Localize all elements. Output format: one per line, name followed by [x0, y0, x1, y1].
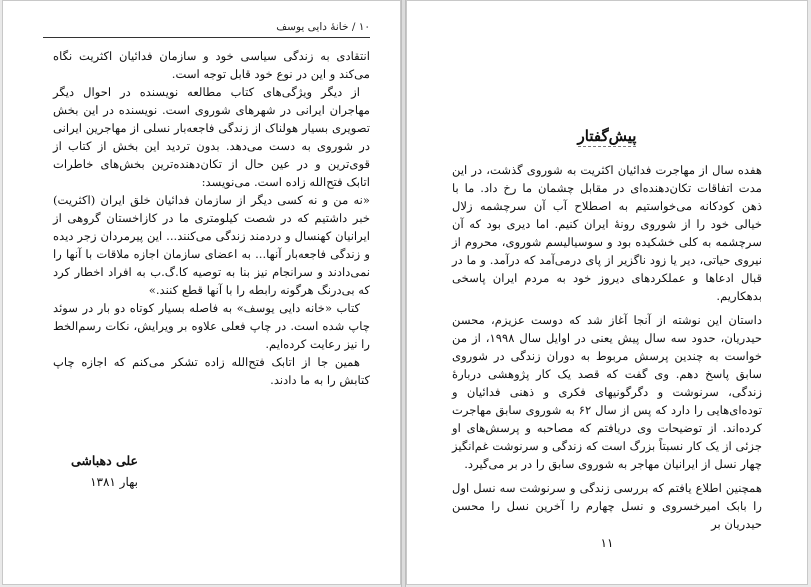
right-page	[406, 0, 808, 585]
signature-date: بهار ۱۳۸۱	[90, 475, 138, 489]
page-title	[407, 127, 807, 145]
running-header: ۱۰ / خانهٔ دایی یوسف	[276, 21, 370, 33]
left-page	[2, 0, 401, 585]
paragraph: انتقادی به زندگی سیاسی خود و سازمان فدائیان اکثریت نگاه می‌کند و این در نوع خود قابل توجه است.	[53, 49, 370, 81]
paragraph: از دیگر ویژگی‌های کتاب مطالعه نویسنده در احوال دیگر مهاجران ایرانی در شهرهای شوروی است. نویسنده در این بخش تصویری بسیار هولناک از زندگی فاجعه‌بار نسلی از مهاجرین ایرانی در شوروی به دست می‌دهد. بدون تردید این بخش از کتاب از قوی‌ترین و در عین حال از تکان‌دهنده‌ترین بخش‌های خاطرات اتابک فتح‌الله زاده است. می‌نویسد:	[53, 85, 370, 189]
quote-paragraph: «نه من و نه کسی دیگر از سازمان فدائیان خلق ایران (اکثریت) خبر داشتیم که در شصت کیلومتری ما در کازاخستان گروهی از ایرانیان کهنسال و دردمند زندگی می‌کنند... این پیرمردان زجر دیده و زندگی فاجعه‌بار آنها... به اعضای سازمان اجازه ملاقات با آنها را نمی‌دادند و سرانجام نیز بنا به توصیه کا.گ.ب به افراد اخطار کرد که بی‌درنگ هرگونه رابطه را با آنها قطع کنند.»	[53, 193, 370, 297]
paragraph: همچنین اطلاع یافتم که بررسی زندگی و سرنوشت سه نسل اول را بابک امیرخسروی و نسل چهارم را آخرین نسل را محسن حیدریان بر	[452, 481, 762, 531]
paragraph: همین جا از اتابک فتح‌الله زاده تشکر می‌کنم که اجازه چاپ کتابش را به ما دادند.	[53, 355, 370, 387]
title-text: پیش‌گفتار	[577, 127, 637, 145]
left-page-body	[53, 47, 370, 389]
paragraph: هفده سال از مهاجرت فدائیان اکثریت به شوروی گذشت، در این مدت اتفاقات تکان‌دهنده‌ای در مقابل چشمان ما رخ داد. ما با ذهن کودکانه می‌خواستیم به اصطلاح آب آن سرچشمه زلال خیالی خود را از شوروی رونهٔ ایران کنیم. اما دیری بود که آن سرچشمه به کلی خشکیده بود و سوسیالیسم شوروی، محروم از نیروی حیاتی، دیر یا زود ناگزیر از پای درمی‌آمد که درآمد. و ما در قبال ادعاها و عملکردهای دیروز خود به مردم ایران پاسخی بدهکاریم.	[452, 163, 762, 303]
signature-name: علی دهباشی	[71, 453, 138, 468]
header-rule	[43, 37, 370, 38]
right-page-body	[452, 161, 762, 539]
paragraph: داستان این نوشته از آنجا آغاز شد که دوست عزیزم، محسن حیدریان، حدود سه سال پیش یعنی در اوایل سال ۱۹۹۸، از من خواست به چندین پرسش مربوط به دوران زندگی در شوروی سابق پاسخ دهم. وی گفت که قصد یک کار پژوهشی دربارهٔ زندگی، سرنوشت و دگرگونیهای فکری و ذهنی فدائیان و توده‌ای‌هایی را دارد که پس از سال ۶۲ به شوروی سابق مهاجرت کرده‌اند. از توضیحات وی دریافتم که مصاحبه و پرسش‌های او جزئی از یک کار نسبتاً بزرگ است که زندگی و سرنوشت غم‌انگیز چهار نسل از ایرانیان مهاجر به شوروی سابق را در بر می‌گیرد.	[452, 313, 762, 471]
page-number: ۱۱	[600, 536, 614, 550]
paragraph: کتاب «خانه دایی یوسف» به فاصله بسیار کوتاه دو بار در سوئد چاپ شده است. در چاپ فعلی علاوه بر ویرایش، نکات رسم‌الخط را نیز رعایت کرده‌ایم.	[53, 301, 370, 351]
